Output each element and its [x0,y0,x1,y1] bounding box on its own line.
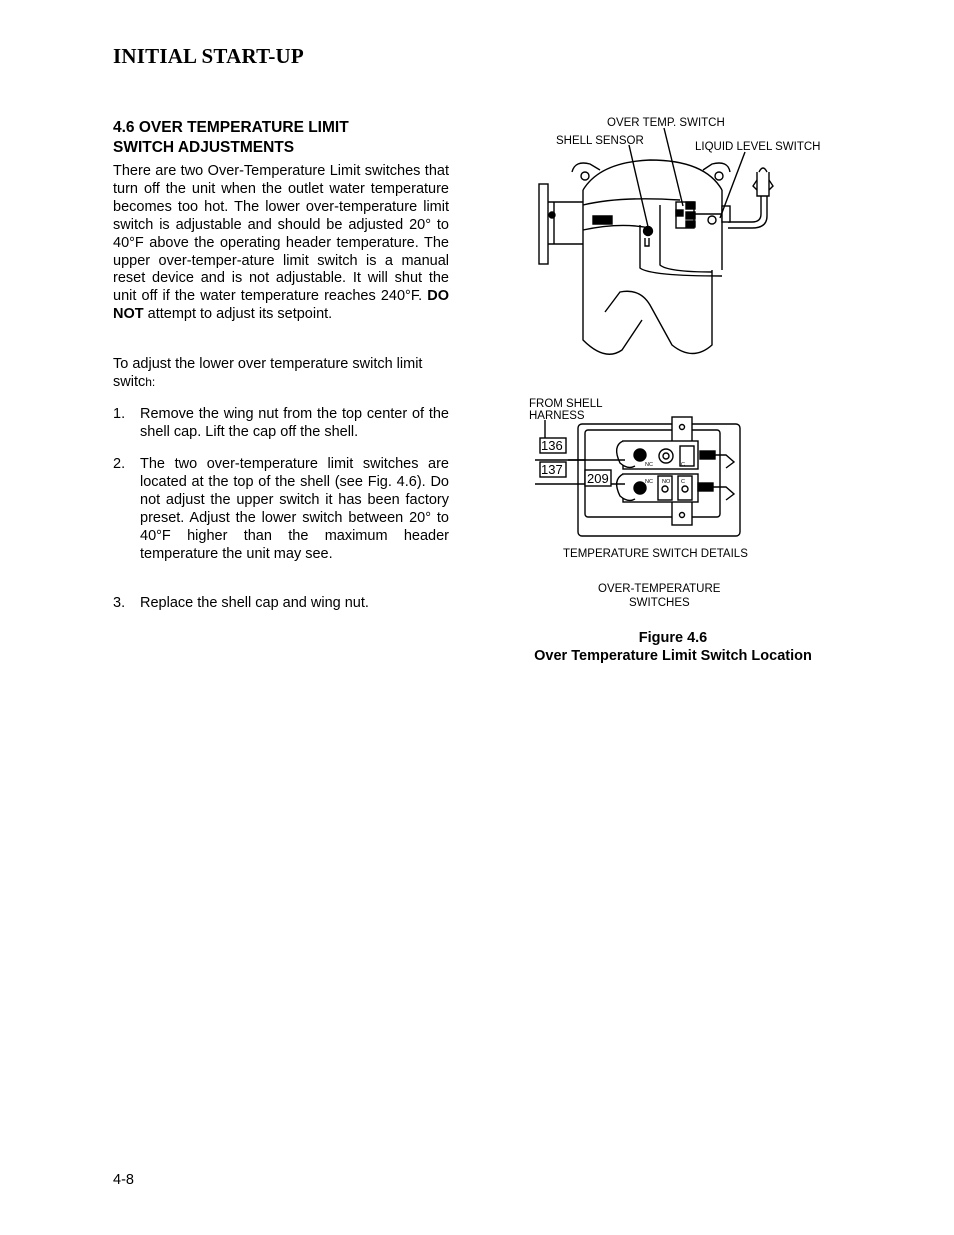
adjust-intro-paragraph [113,356,449,392]
shell-illustration [539,128,773,354]
step-text: Replace the shell cap and wing nut. [140,595,369,611]
switch-detail-drawing [535,417,740,536]
intro-text-b: attempt to adjust its setpoint. [143,306,333,323]
figure-number: Figure 4.6 [638,630,708,646]
page-number: 4-8 [113,1172,134,1188]
section-heading-line-1: 4.6 OVER TEMPERATURE LIMIT [113,119,349,136]
step-number: 2. [113,456,126,472]
label-over-temp-switches-2: SWITCHES [629,597,690,609]
step-number: 3. [113,595,126,611]
terminal-c-top: C [681,462,685,468]
wire-tag-136: 136 [541,438,563,453]
label-shell-sensor: SHELL SENSOR [556,135,644,147]
wire-tag-137: 137 [541,462,563,477]
step-number: 1. [113,406,126,422]
wire-tag-209: 209 [587,471,609,486]
step-text: Remove the wing nut from the top center of the shell cap. Lift the cap off the shell. [140,406,449,440]
label-from-shell: FROM SHELL [529,398,603,410]
terminal-c-bottom: C [681,479,685,485]
intro-text-a: There are two Over-Temperature Limit switches that turn off the unit when the outlet water temperature becomes too hot. The lower over-temperature limit switch is adjustable and should be adjusted 20° to 40°F above the operating header temperature. The upper over-temper-ature limit switch is a manual reset device and is not adjustable. It will shut the unit off if the water temperature reaches 240°F. [113,163,449,305]
adjust-intro-tail: h: [145,374,156,389]
figure-title: Over Temperature Limit Switch Location [534,648,812,664]
label-over-temp-switches-1: OVER-TEMPERATURE [598,583,721,595]
figure-caption [510,629,836,665]
label-harness: HARNESS [529,410,585,422]
label-liquid-level-switch: LIQUID LEVEL SWITCH [695,141,821,153]
terminal-nc-bottom: NC [645,479,653,485]
intro-paragraph [113,163,449,324]
terminal-nc-top: NC [645,462,653,468]
section-heading-line-2: SWITCH ADJUSTMENTS [113,139,295,156]
do-not-warning: DO NOT [113,288,449,323]
label-switch-details: TEMPERATURE SWITCH DETAILS [563,548,748,560]
page-title: INITIAL START-UP [113,44,304,68]
adjust-intro-text: To adjust the lower over temperature switch limit switc [113,356,423,390]
section-heading [113,118,453,158]
label-over-temp-switch: OVER TEMP. SWITCH [607,117,725,129]
step-text: The two over-temperature limit switches are located at the top of the shell (see Fig. 4.6). Do not adjust the upper switch it has been factory preset. Adjust the lower switch between 20° to 40°F higher than the maximum header temperature the unit may see. [140,456,449,562]
terminal-no-bottom: NO [662,479,671,485]
over-temp-switch-diagram [520,108,830,613]
